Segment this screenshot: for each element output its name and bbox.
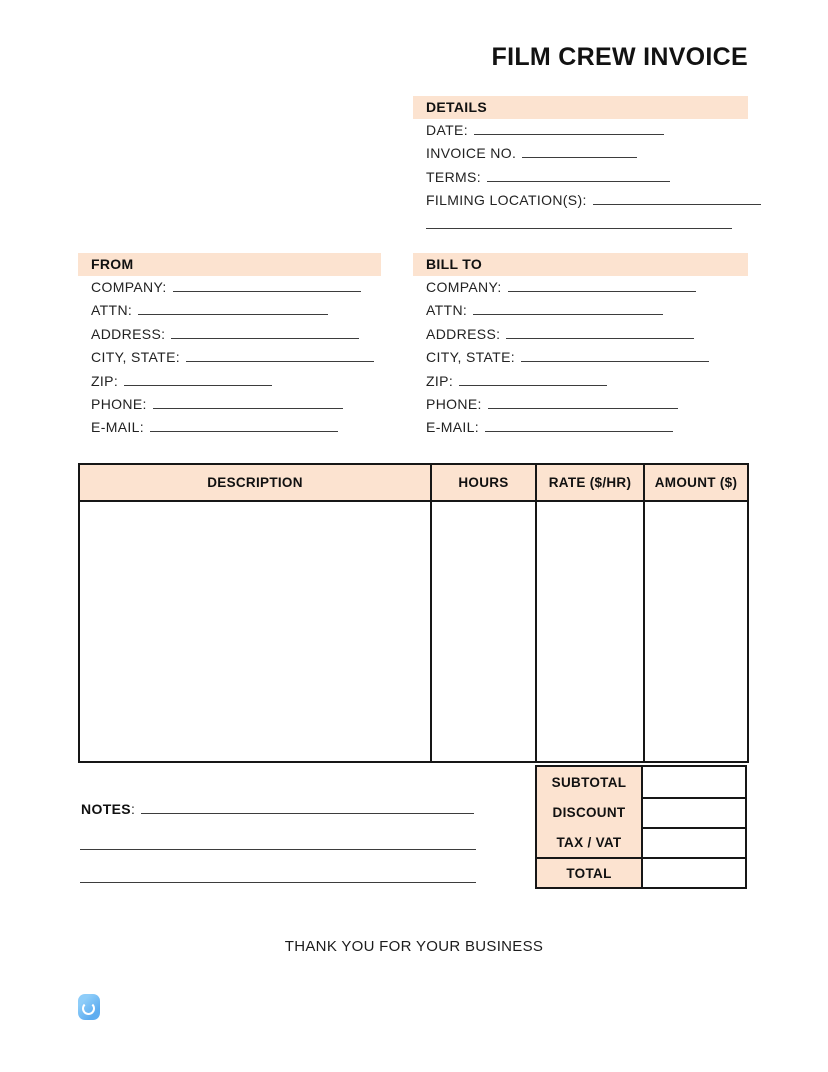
billto-row-attn [413,299,748,322]
hours-cell[interactable] [431,501,536,762]
smile-icon [82,1002,95,1015]
billto-company-label: COMPANY: [426,279,502,295]
billto-city-state-label: CITY, STATE: [426,349,515,366]
from-email-blank[interactable] [150,418,338,432]
discount-label: DISCOUNT [537,797,643,827]
from-company-blank[interactable] [173,278,361,292]
from-row-company [78,276,381,299]
billto-row-city-state [413,346,748,369]
billto-email-blank[interactable] [485,418,673,432]
terms-blank[interactable] [487,168,670,182]
terms-label: TERMS: [426,168,481,185]
invoice-no-blank[interactable] [522,144,637,158]
from-phone-label: PHONE: [91,395,147,412]
from-attn-label: ATTN: [91,302,133,319]
billto-company-blank[interactable] [508,278,696,292]
line-items-body-row [79,501,748,762]
total-row [537,857,745,887]
thank-you-text: THANK YOU FOR YOUR BUSINESS [284,938,544,955]
taxvat-value[interactable] [643,827,745,857]
details-row-date [413,119,748,142]
from-row-attn [78,299,381,322]
invoice-no-label: INVOICE NO. [426,145,517,162]
rate-cell[interactable] [536,501,644,762]
billto-row-address [413,323,748,346]
from-city-state-blank[interactable] [186,348,374,362]
filming-location-blank[interactable] [593,191,761,205]
subtotal-label: SUBTOTAL [537,767,643,797]
details-row-terms [413,166,748,189]
from-section [78,253,381,440]
billto-address-blank[interactable] [506,325,694,339]
description-cell[interactable] [79,501,431,762]
billto-header: BILL TO [413,253,748,276]
billto-row-company [413,276,748,299]
details-row-filming-location-2 [413,213,748,236]
billto-email-label: E-MAIL: [426,419,480,436]
amount-cell[interactable] [644,501,748,762]
billto-row-zip [413,370,748,393]
col-description-header: DESCRIPTION [79,464,431,501]
from-email-label: E-MAIL: [91,419,145,436]
subtotal-row [537,767,745,797]
from-row-email [78,416,381,439]
billto-section [413,253,748,440]
col-rate-header: RATE ($/HR) [536,464,644,501]
billto-row-phone [413,393,748,416]
billto-zip-blank[interactable] [459,372,607,386]
discount-row [537,797,745,827]
from-phone-blank[interactable] [153,395,343,409]
from-row-address [78,323,381,346]
from-row-zip [78,370,381,393]
details-row-invoice-no [413,142,748,165]
billto-phone-blank[interactable] [488,395,678,409]
discount-value[interactable] [643,797,745,827]
billto-zip-label: ZIP: [426,372,454,389]
taxvat-row [537,827,745,857]
filming-location-label: FILMING LOCATION(S): [426,192,587,209]
billto-city-state-blank[interactable] [521,348,709,362]
from-attn-blank[interactable] [138,301,328,315]
details-row-filming-location [413,189,748,212]
from-row-phone [78,393,381,416]
notes-label: NOTES [81,801,131,817]
details-header: DETAILS [413,96,748,119]
col-hours-header: HOURS [431,464,536,501]
taxvat-label: TAX / VAT [537,827,643,857]
billto-attn-label: ATTN: [426,302,468,319]
details-section [413,96,748,236]
from-address-blank[interactable] [171,325,359,339]
page-title: FILM CREW INVOICE [491,43,748,71]
notes-line-2[interactable] [80,849,476,850]
notes-row [81,800,474,817]
line-items-table [78,463,749,763]
date-label: DATE: [426,122,468,138]
from-company-label: COMPANY: [91,279,167,295]
notes-line-1[interactable] [141,800,474,814]
from-zip-label: ZIP: [91,372,119,389]
subtotal-value[interactable] [643,767,745,797]
billto-phone-label: PHONE: [426,395,482,412]
from-address-label: ADDRESS: [91,325,166,342]
from-row-city-state [78,346,381,369]
col-amount-header: AMOUNT ($) [644,464,748,501]
filming-location-blank-2[interactable] [426,215,732,229]
from-header: FROM [78,253,381,276]
notes-line-3[interactable] [80,882,476,883]
billto-address-label: ADDRESS: [426,325,501,342]
line-items-header-row [79,464,748,501]
app-logo-icon [78,994,100,1020]
notes-colon: : [130,801,136,817]
total-value[interactable] [643,859,745,887]
totals-table [535,765,747,889]
from-zip-blank[interactable] [124,372,272,386]
total-label: TOTAL [537,859,643,887]
billto-attn-blank[interactable] [473,301,663,315]
billto-row-email [413,416,748,439]
from-city-state-label: CITY, STATE: [91,349,180,366]
date-blank[interactable] [474,121,664,135]
